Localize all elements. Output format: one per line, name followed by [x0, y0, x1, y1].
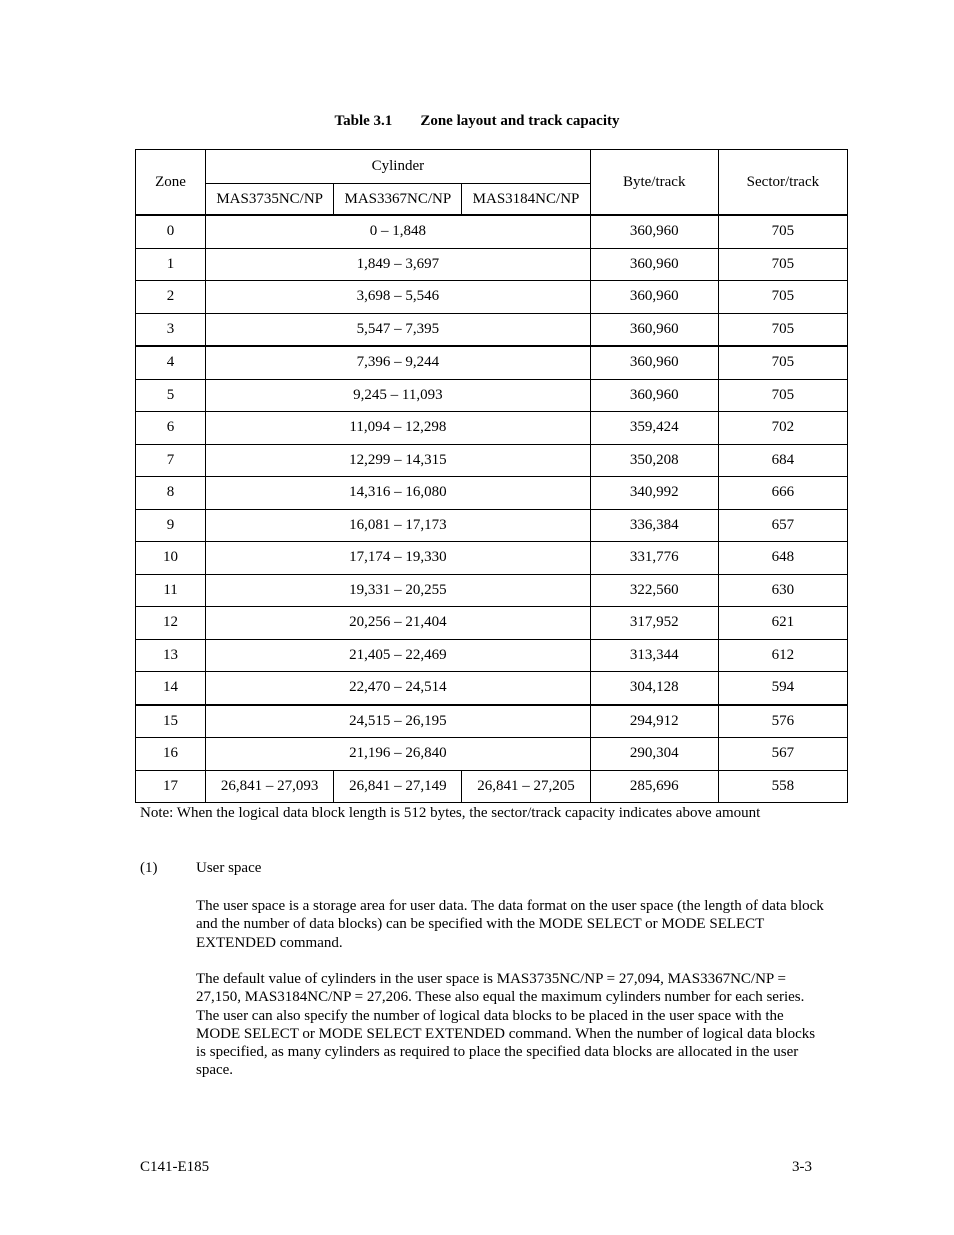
zone-layout-table	[135, 149, 848, 803]
zone-cell: 11	[136, 574, 206, 607]
zone-cell: 0	[136, 215, 206, 248]
byte-track-cell: 360,960	[590, 281, 718, 314]
sector-track-cell: 576	[718, 705, 847, 738]
header-zone: Zone	[136, 150, 206, 216]
table-row	[136, 379, 848, 412]
byte-track-cell: 350,208	[590, 444, 718, 477]
paragraph: The user space is a storage area for user data. The data format on the user space (the length of data block and the number of data blocks) can be specified with the MODE SELECT or MODE SELECT EXTENDED command.	[196, 898, 824, 951]
header-cylinder: Cylinder	[206, 150, 591, 184]
table-row	[136, 705, 848, 738]
sector-track-cell: 630	[718, 574, 847, 607]
sector-track-cell: 558	[718, 770, 847, 803]
cylinder-cell: 5,547 – 7,395	[206, 313, 591, 346]
byte-track-cell: 317,952	[590, 607, 718, 640]
table-row	[136, 313, 848, 346]
sector-track-cell: 666	[718, 477, 847, 510]
zone-cell: 12	[136, 607, 206, 640]
header-byte-track: Byte/track	[590, 150, 718, 216]
sector-track-cell: 705	[718, 313, 847, 346]
sector-track-cell: 705	[718, 215, 847, 248]
zone-cell: 15	[136, 705, 206, 738]
zone-cell: 14	[136, 672, 206, 705]
table-row	[136, 542, 848, 575]
header-row	[136, 150, 848, 184]
byte-track-cell: 313,344	[590, 639, 718, 672]
byte-track-cell: 290,304	[590, 738, 718, 771]
byte-track-cell: 336,384	[590, 509, 718, 542]
table-row	[136, 412, 848, 445]
cylinder-cell: 14,316 – 16,080	[206, 477, 591, 510]
table-row	[136, 281, 848, 314]
sector-track-cell: 594	[718, 672, 847, 705]
cylinder-cell: 19,331 – 20,255	[206, 574, 591, 607]
cylinder-cell: 11,094 – 12,298	[206, 412, 591, 445]
sector-track-cell: 705	[718, 248, 847, 281]
cylinder-cell: 0 – 1,848	[206, 215, 591, 248]
sector-track-cell: 612	[718, 639, 847, 672]
table-row	[136, 444, 848, 477]
sector-track-cell: 702	[718, 412, 847, 445]
sector-track-cell: 705	[718, 379, 847, 412]
sector-track-cell: 705	[718, 346, 847, 379]
sector-track-cell: 621	[718, 607, 847, 640]
cylinder-cell: 26,841 – 27,093	[206, 770, 334, 803]
byte-track-cell: 360,960	[590, 215, 718, 248]
byte-track-cell: 331,776	[590, 542, 718, 575]
header-model: MAS3184NC/NP	[462, 184, 590, 216]
sector-track-cell: 648	[718, 542, 847, 575]
cylinder-cell: 20,256 – 21,404	[206, 607, 591, 640]
table-row	[136, 607, 848, 640]
table-caption	[0, 113, 954, 130]
byte-track-cell: 304,128	[590, 672, 718, 705]
table-note: Note: When the logical data block length is 512 bytes, the sector/track capacity indicates above amount	[140, 805, 761, 821]
sector-track-cell: 705	[718, 281, 847, 314]
section-title: User space	[196, 860, 262, 876]
table-row	[136, 346, 848, 379]
section-number: (1)	[140, 860, 158, 876]
cylinder-cell: 21,405 – 22,469	[206, 639, 591, 672]
byte-track-cell: 360,960	[590, 379, 718, 412]
paragraph: The default value of cylinders in the user space is MAS3735NC/NP = 27,094, MAS3367NC/NP = 27,150, MAS3184NC/NP = 27,206. These also equal the maximum cylinders number for each series. The user can also specify the number of logical data blocks to be placed in the user space with the MODE SELECT or MODE SELECT EXTENDED command. When the number of logical data blocks is specified, as many cylinders as required to place the specified data blocks are allocated in the user space.	[196, 971, 816, 1079]
byte-track-cell: 340,992	[590, 477, 718, 510]
cylinder-cell: 7,396 – 9,244	[206, 346, 591, 379]
table-row	[136, 770, 848, 803]
zone-cell: 17	[136, 770, 206, 803]
table-row	[136, 574, 848, 607]
zone-cell: 1	[136, 248, 206, 281]
byte-track-cell: 360,960	[590, 313, 718, 346]
header-sector-track: Sector/track	[718, 150, 847, 216]
byte-track-cell: 285,696	[590, 770, 718, 803]
zone-cell: 8	[136, 477, 206, 510]
byte-track-cell: 360,960	[590, 346, 718, 379]
zone-cell: 16	[136, 738, 206, 771]
zone-cell: 2	[136, 281, 206, 314]
zone-cell: 3	[136, 313, 206, 346]
footer-doc-id: C141-E185	[140, 1159, 210, 1175]
byte-track-cell: 359,424	[590, 412, 718, 445]
table-row	[136, 215, 848, 248]
sector-track-cell: 684	[718, 444, 847, 477]
header-model: MAS3367NC/NP	[334, 184, 462, 216]
sector-track-cell: 657	[718, 509, 847, 542]
cylinder-cell: 16,081 – 17,173	[206, 509, 591, 542]
table-row	[136, 477, 848, 510]
zone-cell: 5	[136, 379, 206, 412]
byte-track-cell: 322,560	[590, 574, 718, 607]
header-model: MAS3735NC/NP	[206, 184, 334, 216]
cylinder-cell: 26,841 – 27,149	[334, 770, 462, 803]
table-row	[136, 672, 848, 705]
zone-cell: 7	[136, 444, 206, 477]
cylinder-cell: 21,196 – 26,840	[206, 738, 591, 771]
cylinder-cell: 22,470 – 24,514	[206, 672, 591, 705]
footer-page-number: 3-3	[792, 1159, 812, 1175]
table-row	[136, 639, 848, 672]
table-row	[136, 738, 848, 771]
table-title: Zone layout and track capacity	[420, 113, 620, 129]
cylinder-cell: 3,698 – 5,546	[206, 281, 591, 314]
cylinder-cell: 17,174 – 19,330	[206, 542, 591, 575]
table-row	[136, 509, 848, 542]
table-row	[136, 248, 848, 281]
byte-track-cell: 360,960	[590, 248, 718, 281]
sector-track-cell: 567	[718, 738, 847, 771]
zone-cell: 9	[136, 509, 206, 542]
zone-cell: 6	[136, 412, 206, 445]
zone-cell: 10	[136, 542, 206, 575]
table-number: Table 3.1	[334, 113, 393, 129]
cylinder-cell: 9,245 – 11,093	[206, 379, 591, 412]
cylinder-cell: 12,299 – 14,315	[206, 444, 591, 477]
zone-cell: 4	[136, 346, 206, 379]
cylinder-cell: 1,849 – 3,697	[206, 248, 591, 281]
cylinder-cell: 24,515 – 26,195	[206, 705, 591, 738]
cylinder-cell: 26,841 – 27,205	[462, 770, 590, 803]
byte-track-cell: 294,912	[590, 705, 718, 738]
zone-cell: 13	[136, 639, 206, 672]
